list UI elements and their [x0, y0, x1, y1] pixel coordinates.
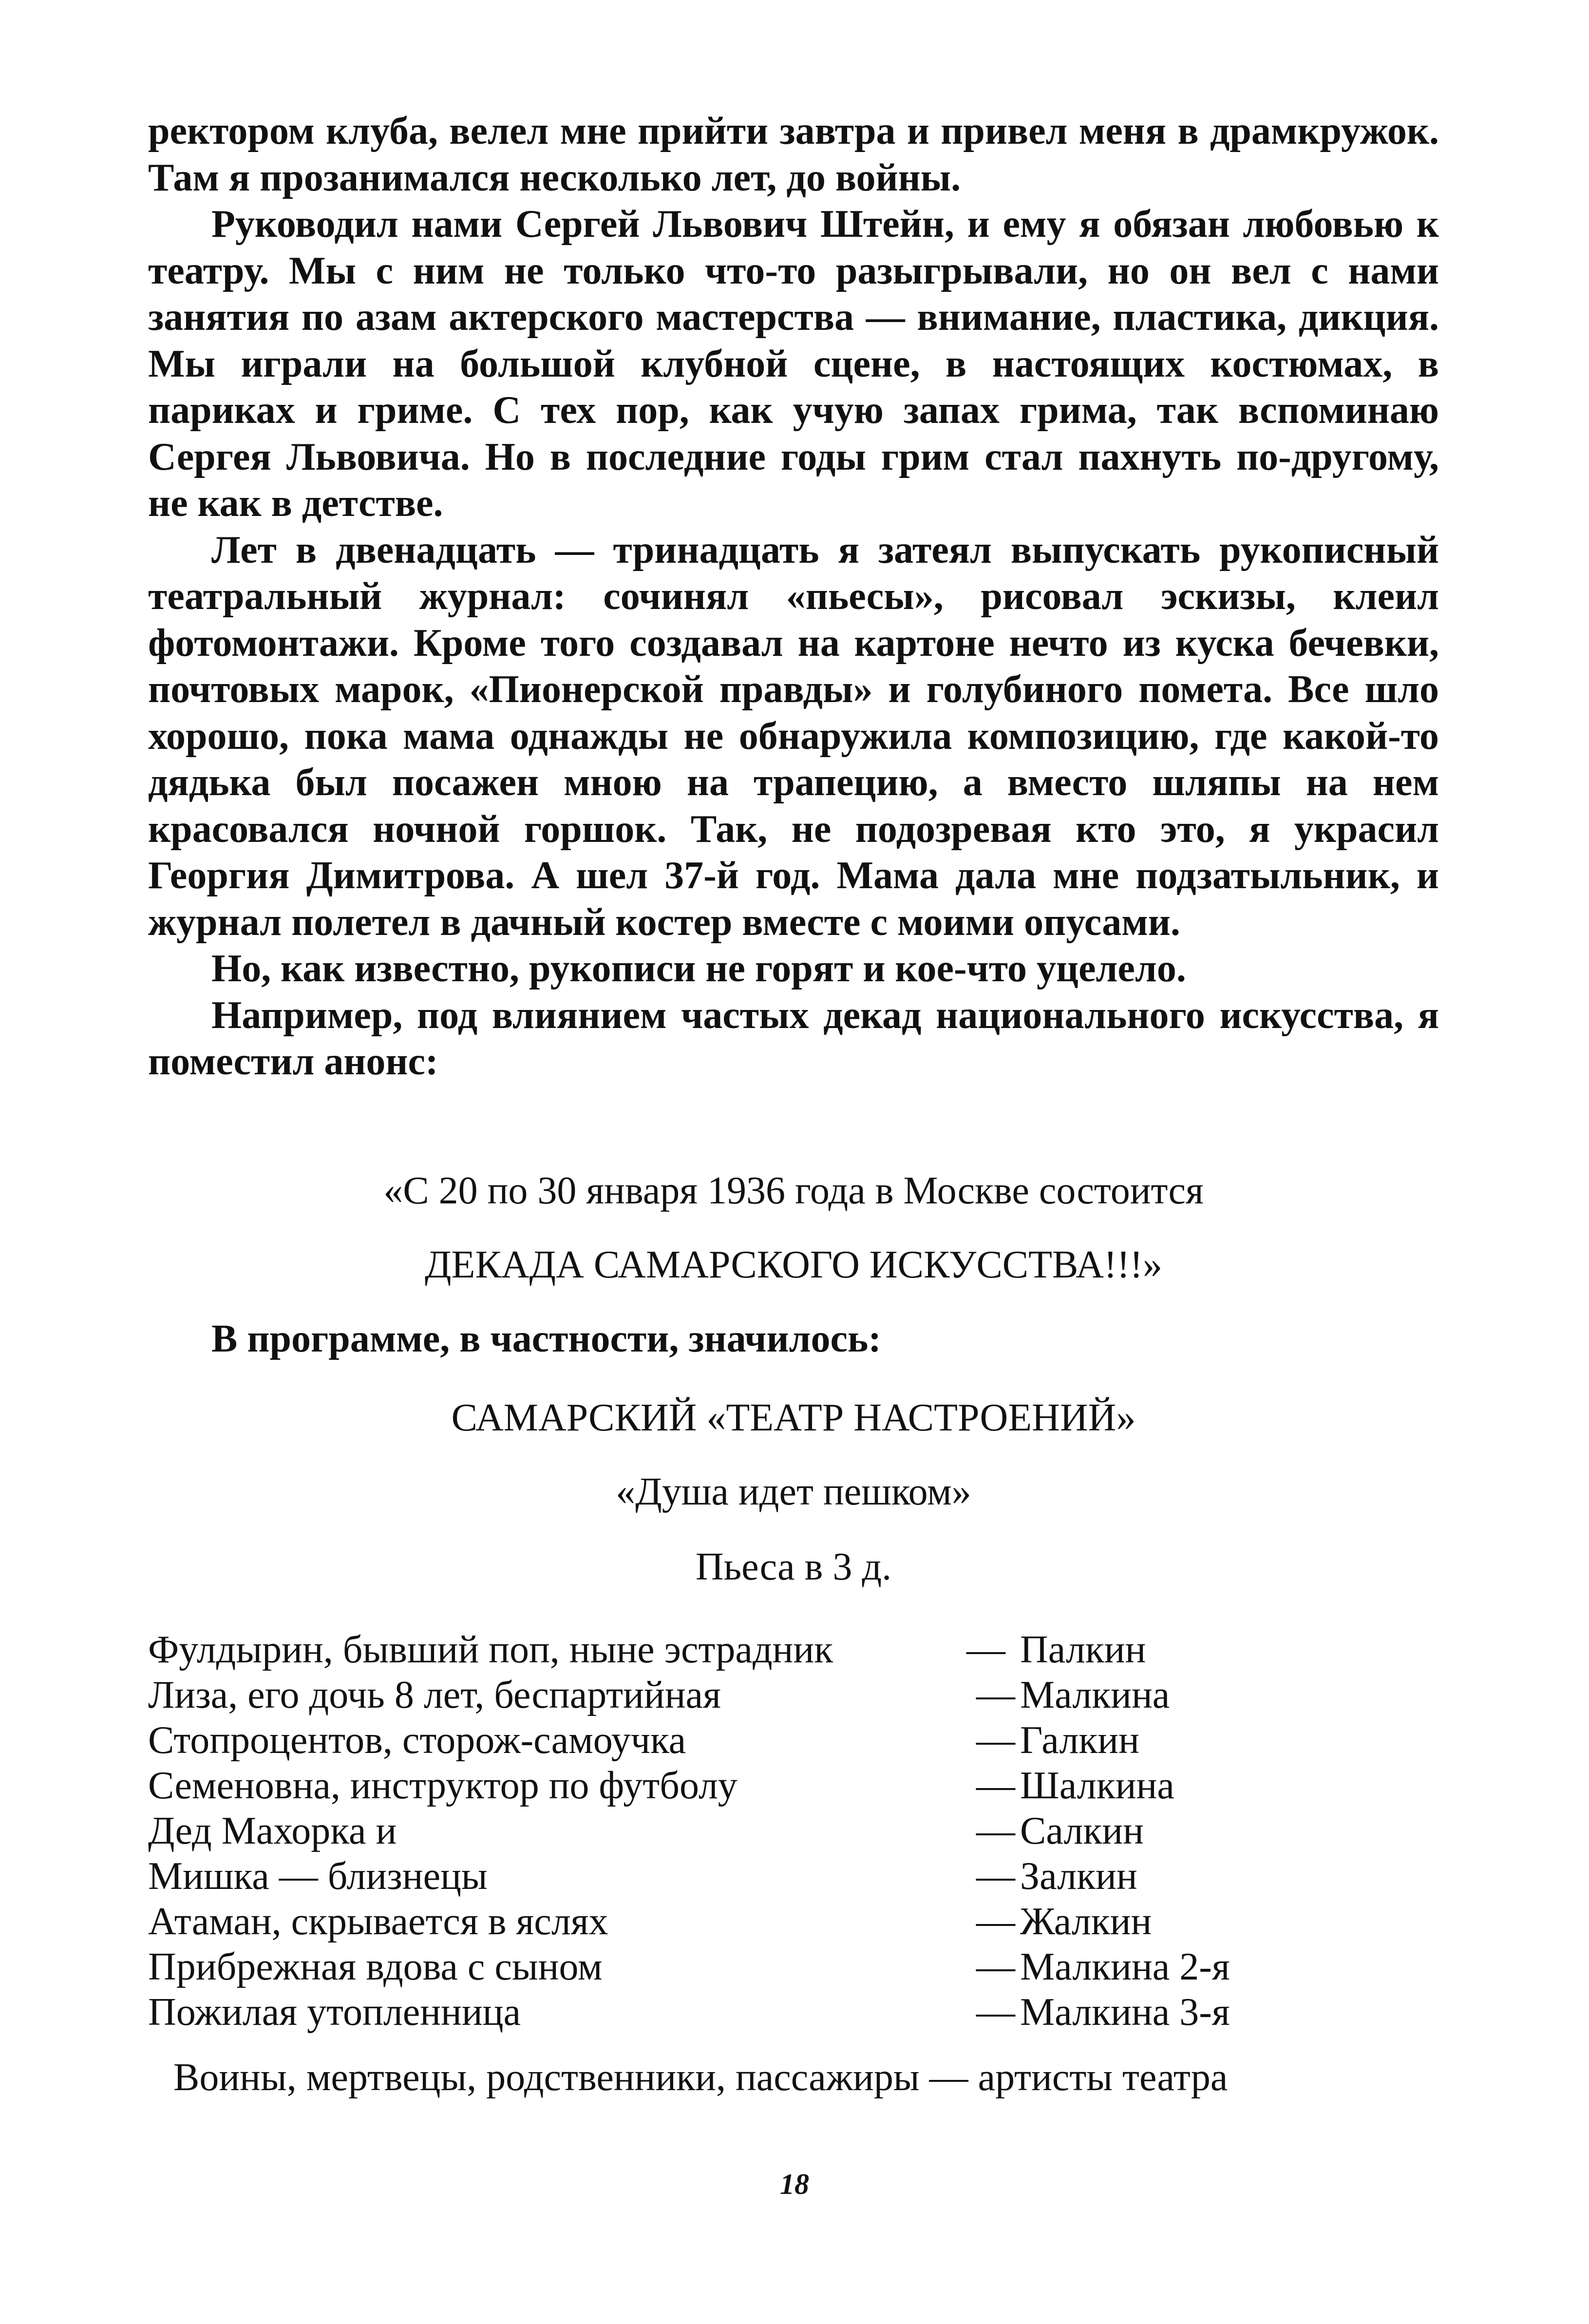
- cast-actor: Малкина 2-я: [1020, 1945, 1230, 1988]
- cast-role: Дед Махорка и: [148, 1810, 397, 1852]
- cast-row: [148, 1718, 1463, 1763]
- cast-dash: —: [976, 1764, 1015, 1807]
- cast-role: Стопроцентов, сторож-самоучка: [148, 1719, 686, 1762]
- cast-actor: Палкин: [1020, 1628, 1146, 1671]
- cast-dash: —: [976, 1719, 1015, 1762]
- cast-dash: —: [976, 1945, 1015, 1988]
- paragraph: Лет в двенадцать — тринадцать я затеял выпускать рукописный театральный журнал: сочинял «пьесы», рисовал эскизы, клеил фотомонтажи. Кроме того создавал на картоне нечто из куска бечевки, почтовых марок, «Пионерской правды» и голубиного помета. Все шло хорошо, пока мама однажды не обнаружила композицию, где какой-то дядька был посажен мною на трапецию, а вместо шляпы на нем красовался ночной горшок. Так, не подозревая кто это, я украсил Георгия Димитрова. А шел 37-й год. Мама дала мне подзатыльник, и журнал полетел в дачный костер вместе с моими опусами.: [148, 528, 1439, 944]
- cast-role: Мишка — близнецы: [148, 1855, 488, 1898]
- cast-role: Лиза, его дочь 8 лет, беспартийная: [148, 1674, 721, 1716]
- paragraph: Например, под влиянием частых декад национального искусства, я поместил анонс:: [148, 993, 1439, 1083]
- cast-list: [148, 1627, 1463, 2035]
- cast-row: [148, 1854, 1463, 1899]
- cast-actor: Залкин: [1020, 1855, 1137, 1898]
- cast-row: [148, 1990, 1463, 2035]
- paragraph: ректором клуба, велел мне прийти завтра и привел меня в драмкружок. Там я прозанимался несколько лет, до войны.: [148, 110, 1439, 199]
- cast-role: Фулдырин, бывший поп, ныне эстрадник: [148, 1628, 833, 1671]
- cast-actor: Шалкина: [1020, 1764, 1174, 1807]
- cast-dash: —: [976, 1900, 1015, 1943]
- paragraph: Но, как известно, рукописи не горят и кое-что уцелело.: [211, 947, 1186, 990]
- program-intro: В программе, в частности, значилось:: [211, 1317, 881, 1360]
- cast-dash: —: [976, 1674, 1015, 1716]
- cast-actor: Малкина 3-я: [1020, 1991, 1230, 2034]
- cast-role: Пожилая утопленница: [148, 1991, 521, 2034]
- cast-actor: Жалкин: [1020, 1900, 1152, 1943]
- announcement-line: «С 20 по 30 января 1936 года в Москве состоится: [383, 1169, 1204, 1212]
- cast-row: [148, 1763, 1463, 1809]
- cast-dash: —: [976, 1855, 1015, 1898]
- theatre-name: САМАРСКИЙ «ТЕАТР НАСТРОЕНИЙ»: [451, 1396, 1136, 1439]
- play-subtitle: Пьеса в 3 д.: [695, 1545, 892, 1588]
- cast-dash: —: [976, 1991, 1015, 2034]
- play-title: «Душа идет пешком»: [616, 1470, 971, 1513]
- cast-role: Семеновна, инструктор по футболу: [148, 1764, 738, 1807]
- paragraph: Руководил нами Сергей Львович Штейн, и ему я обязан любовью к театру. Мы с ним не только что-то разыгрывали, но он вел с нами занятия по азам актерского мастерства — внимание, пластика, дикция. Мы играли на большой клубной сцене, в настоящих костюмах, в париках и гриме. С тех пор, как учую запах грима, так вспоминаю Сергея Львовича. Но в последние годы грим стал пахнуть по-другому, не как в детстве.: [148, 203, 1439, 525]
- cast-actor: Малкина: [1020, 1674, 1170, 1716]
- cast-role: Атаман, скрывается в яслях: [148, 1900, 608, 1943]
- extras-line: Воины, мертвецы, родственники, пассажиры — артисты театра: [173, 2056, 1228, 2099]
- page-number: 18: [780, 2168, 809, 2200]
- cast-row: [148, 1627, 1463, 1673]
- announcement-heading: ДЕКАДА САМАРСКОГО ИСКУССТВА!!!»: [424, 1243, 1163, 1286]
- cast-row: [148, 1673, 1463, 1718]
- cast-row: [148, 1944, 1463, 1990]
- cast-actor: Галкин: [1020, 1719, 1139, 1762]
- cast-dash: —: [976, 1810, 1015, 1852]
- body-text: [148, 108, 1439, 1086]
- cast-actor: Салкин: [1020, 1810, 1144, 1852]
- cast-row: [148, 1809, 1463, 1854]
- cast-dash: —: [966, 1628, 1005, 1671]
- cast-role: Прибрежная вдова с сыном: [148, 1945, 603, 1988]
- cast-row: [148, 1899, 1463, 1944]
